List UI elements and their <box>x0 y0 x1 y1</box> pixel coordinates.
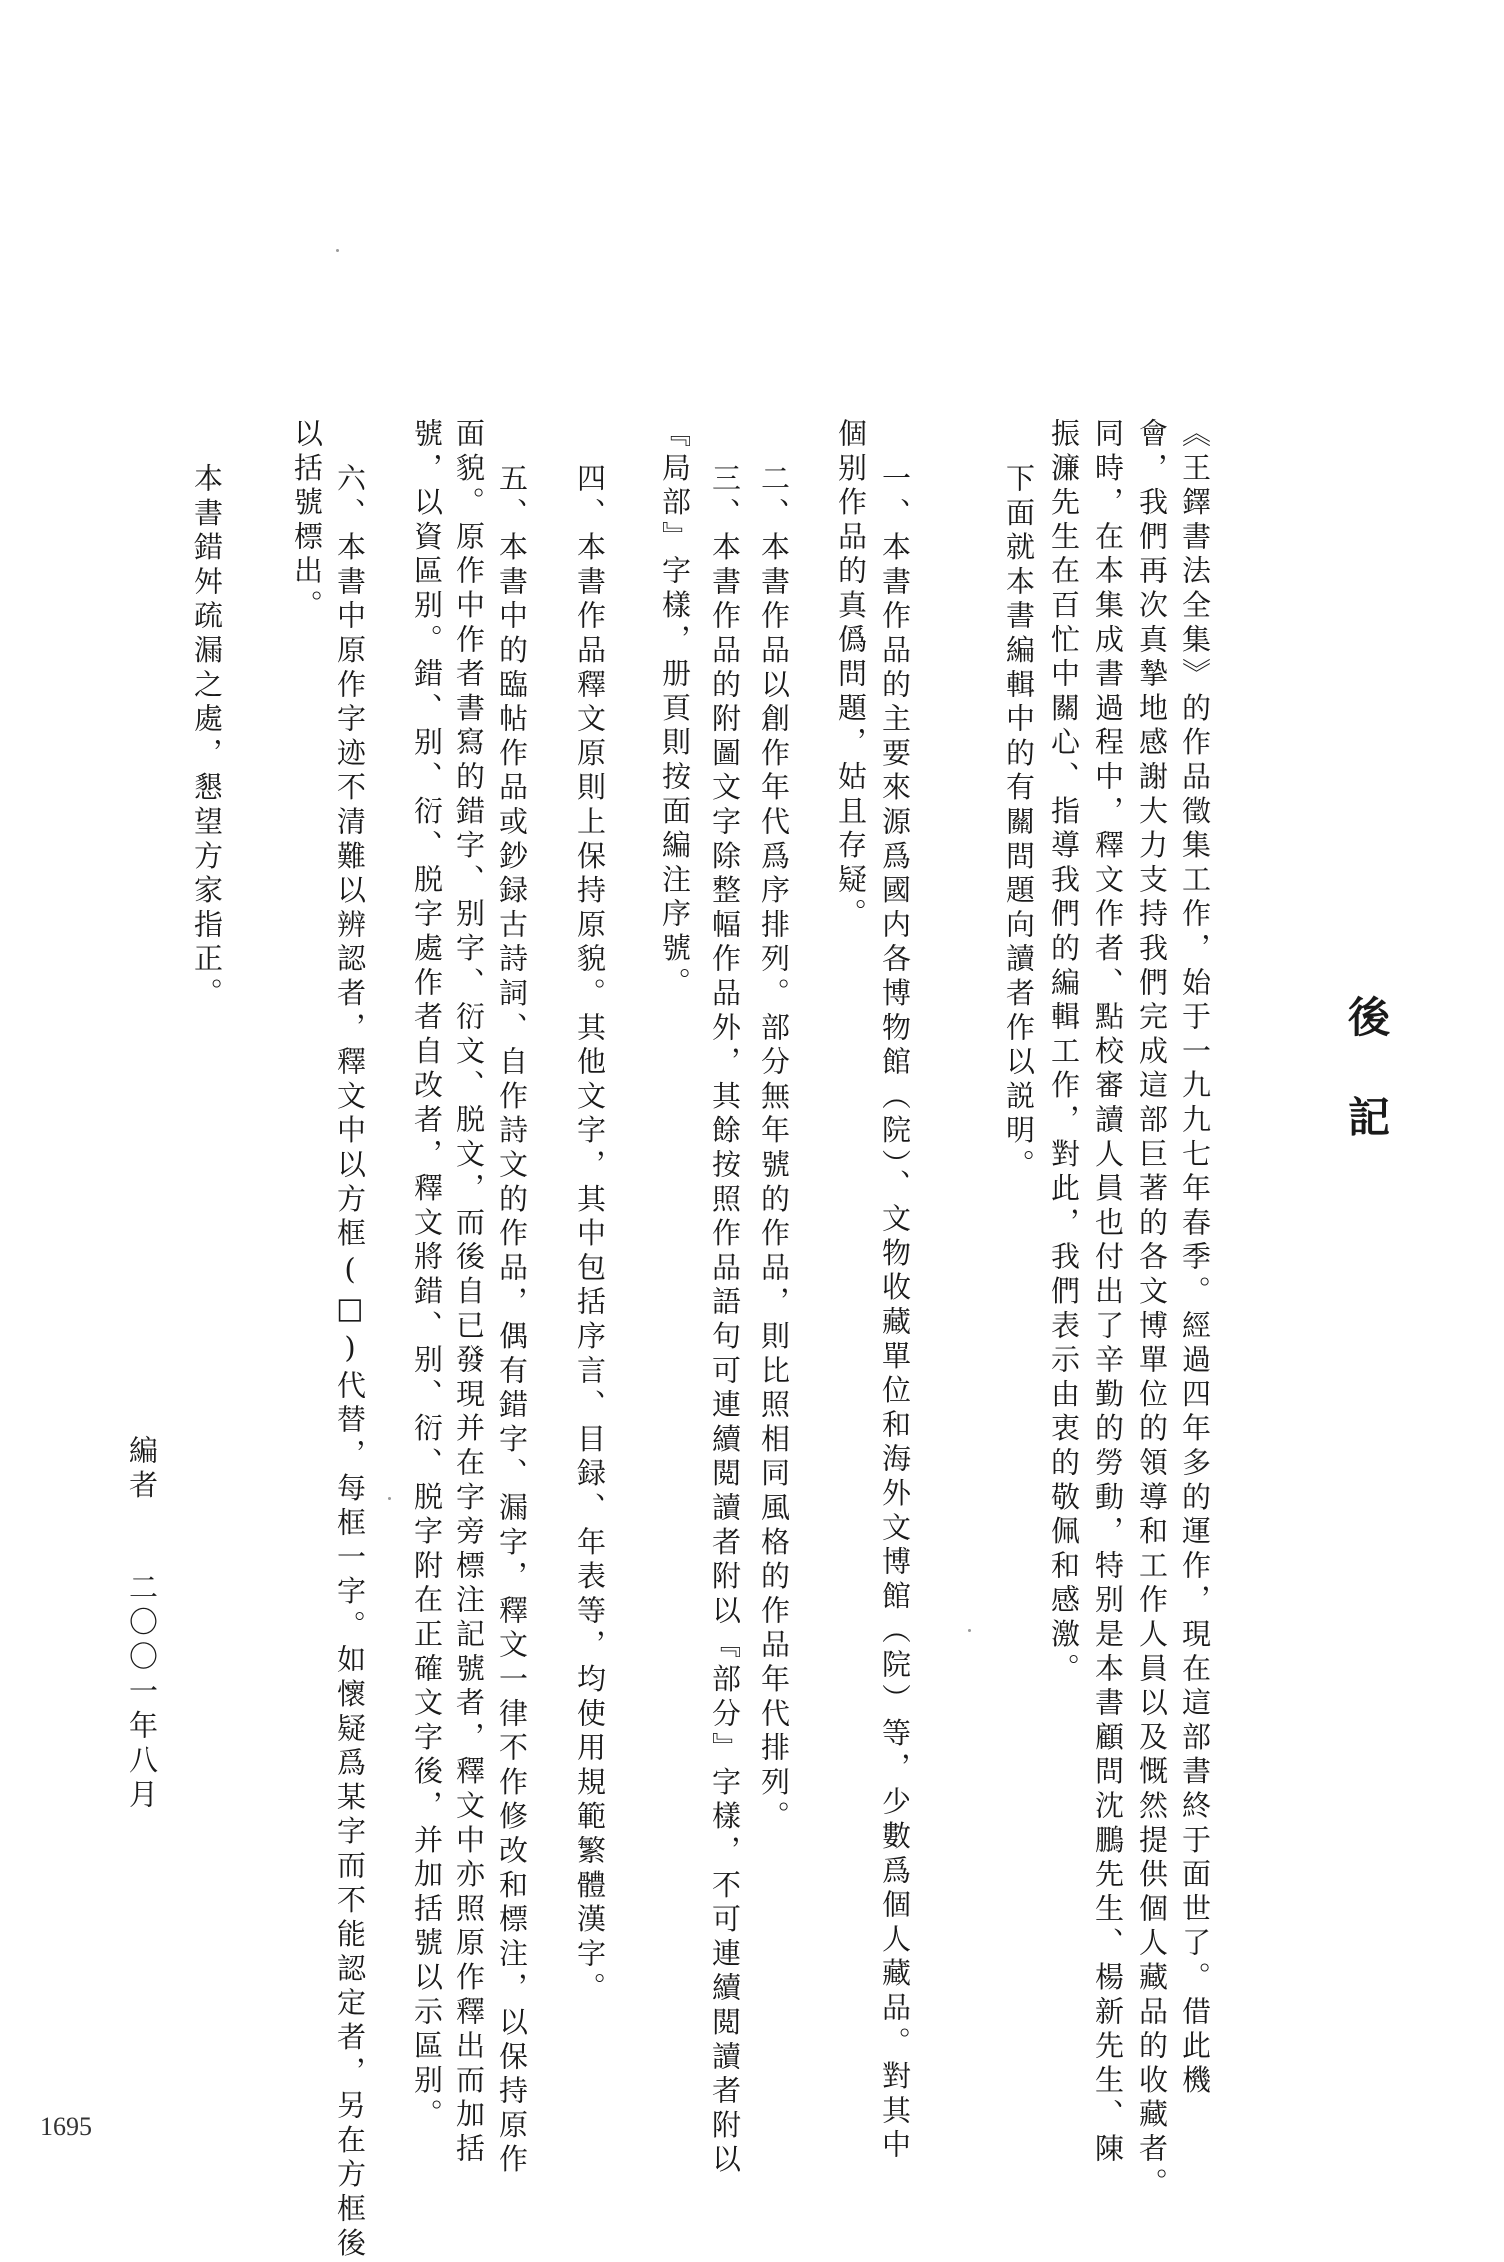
text-column: 五、本書中的臨帖作品或鈔録古詩詞、自作詩文的作品，偶有錯字、漏字，釋文一律不作修改和標注，以保持原作 <box>495 463 529 2178</box>
text-column: 三、本書作品的附圖文字除整幅作品外，其餘按照作品語句可連續閲讀者附以『部分』字樣，不可連續閲讀者附以 <box>708 463 742 2178</box>
text-column: 面貌。原作中作者書寫的錯字、别字、衍文、脱文，而後自已發現并在字旁標注記號者，釋文中亦照原作釋出而加括 <box>452 418 486 2168</box>
text-column: 下面就本書編輯中的有關問題向讀者作以説明。 <box>1002 463 1036 1184</box>
page-number: 1695 <box>40 2112 92 2141</box>
text-column: 以括號標出。 <box>290 418 324 624</box>
text-column: 本書錯舛疏漏之處，懇望方家指正。 <box>190 463 224 1012</box>
text-column: 一、本書作品的主要來源爲國内各博物館（院）、文物收藏單位和海外文博館（院）等，少數爲個人藏品。對其中 <box>878 463 912 2164</box>
text-column: 同時，在本集成書過程中，釋文作者、點校審讀人員也付出了辛勤的勞動，特别是本書顧問沈鵬先生、楊新先生、陳 <box>1091 418 1125 2168</box>
editor-signature: 編者 <box>125 1435 159 1504</box>
text-column: 會，我們再次真摯地感謝大力支持我們完成這部巨著的各文博單位的領導和工作人員以及慨然提供個人藏品的收藏者。 <box>1135 418 1169 2202</box>
text-column: 四、本書作品釋文原則上保持原貌。其他文字，其中包括序言、目録、年表等，均使用規範繁體漢字。 <box>573 463 607 2007</box>
signoff-date: 二〇〇一年八月 <box>125 1572 159 1814</box>
text-column: 二、本書作品以創作年代爲序排列。部分無年號的作品，則比照相同風格的作品年代排列。 <box>757 463 791 1835</box>
scan-speck <box>336 249 339 252</box>
text-column: 『局部』字樣，册頁則按面編注序號。 <box>658 418 692 1002</box>
text-column: 《王鐸書法全集》的作品徵集工作，始于一九九七年春季。經過四年多的運作，現在這部書終于面世了。借此機 <box>1178 418 1212 2099</box>
scan-speck <box>968 1629 971 1632</box>
text-column: 個别作品的真僞問題，姑且存疑。 <box>834 418 868 933</box>
text-column: 號，以資區别。錯、别、衍、脱字處作者自改者，釋文將錯、别、衍、脱字附在正確文字後，并加括號以示區别。 <box>410 418 444 2133</box>
text-column: 六、本書中原作字迹不清難以辨認者，釋文中以方框(□)代替，每框一字。如懷疑爲某字而不能認定者，另在方框後 <box>333 463 367 2262</box>
text-column: 振濂先生在百忙中關心、指導我們的編輯工作，對此，我們表示由衷的敬佩和感激。 <box>1047 418 1081 1688</box>
page-title: 後記 <box>1342 995 1391 1195</box>
scan-speck <box>388 1497 391 1500</box>
